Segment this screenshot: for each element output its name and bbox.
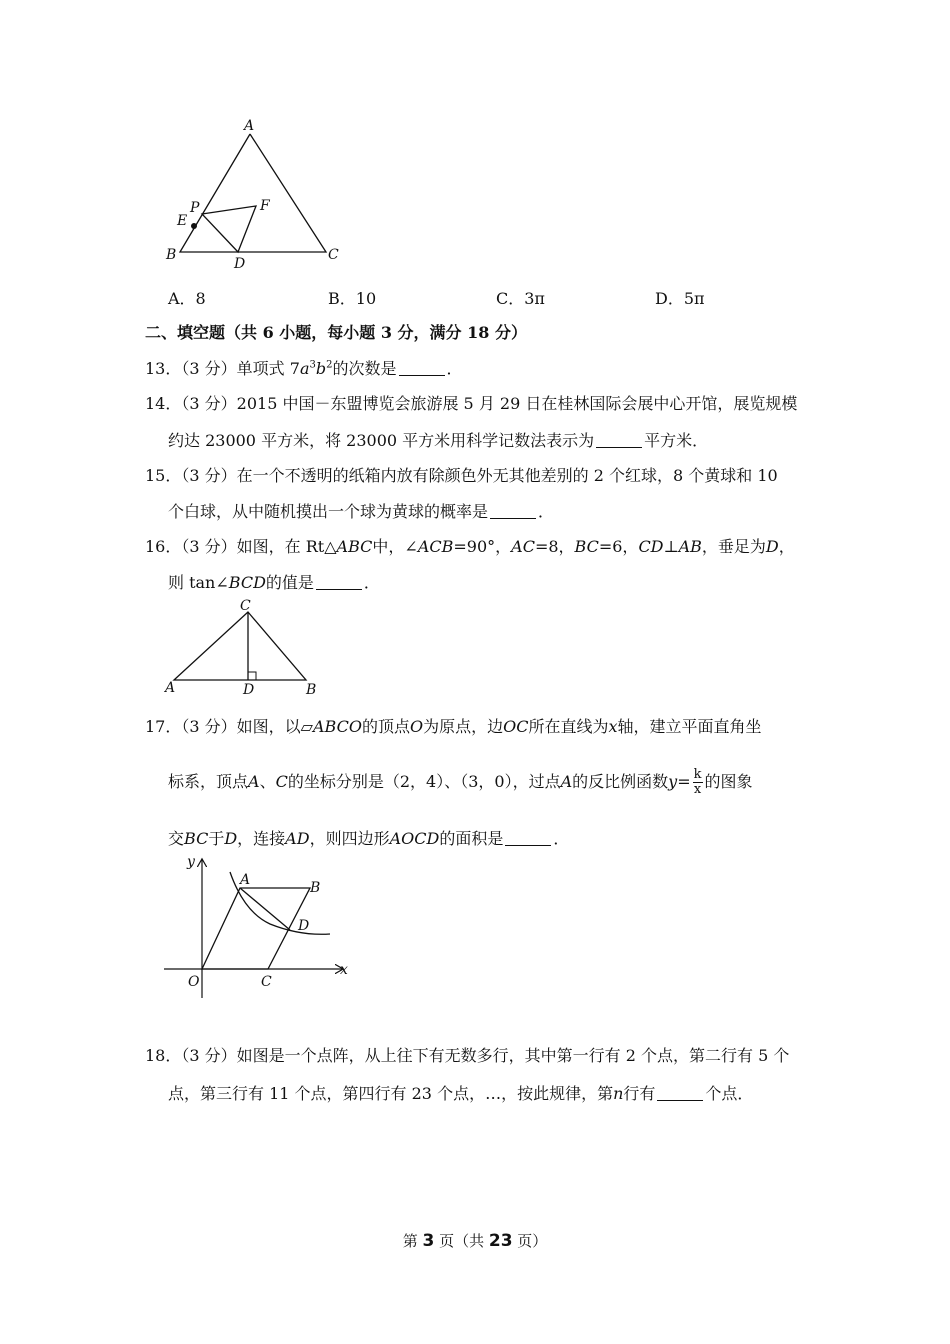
q14-text-2: 约达 23000 平方米，将 23000 平方米用科学记数法表示为 (168, 431, 595, 450)
q17-l2-5: 的图象 (704, 772, 753, 791)
q16-number: 16． (145, 537, 182, 556)
label-b-16: B (306, 682, 317, 698)
answer-blank-17[interactable] (505, 831, 551, 846)
question-17-line-2 (168, 768, 753, 797)
q16-t5: =6， (598, 537, 639, 556)
q16-t1: 如图，在 Rt△ (236, 537, 337, 556)
right-angle-mark (248, 672, 256, 680)
q16-l2-pre: 则 tan∠ (168, 573, 229, 592)
q16-t8: ， (778, 537, 795, 556)
q17-ad: AD (285, 829, 310, 848)
right-triangle-figure (160, 598, 330, 698)
label-b: B (166, 247, 177, 263)
footer-post: 页） (512, 1232, 548, 1250)
q17-t2: 的顶点 (361, 717, 410, 736)
question-16-line-1 (145, 534, 795, 557)
q17-l3-3: ，连接 (237, 829, 286, 848)
label-f: F (260, 198, 270, 214)
triangle-abc-16 (174, 612, 306, 680)
q13-number: 13． (145, 359, 182, 378)
q15-text-1: 在一个不透明的纸箱内放有除颜色外无其他差别的 2 个红球，8 个黄球和 10 (236, 466, 778, 485)
q17-l3-5: 的面积是 (439, 829, 504, 848)
label-o: O (188, 974, 200, 990)
q16-score: （3 分） (181, 537, 237, 556)
footer-mid: 页（共 (434, 1232, 489, 1250)
q17-l2-3: 的坐标分别是（2，4）、（3，0），过点 (287, 772, 561, 791)
q17-a2: A (560, 772, 573, 791)
q16-t7: ，垂足为 (701, 537, 766, 556)
triangle-abc (180, 134, 326, 252)
question-18-line-1 (145, 1043, 789, 1066)
q14-text-3: 平方米． (644, 431, 709, 450)
q18-l2-pre: 点，第三行有 11 个点，第四行有 23 个点，…，按此规律，第 (168, 1084, 614, 1103)
q17-l3-4: ，则四边形 (309, 829, 390, 848)
option-d: D．5π (655, 289, 705, 308)
q13-end: ． (446, 359, 463, 378)
option-c: C．3π (496, 289, 545, 308)
q16-t6: ⊥ (663, 537, 679, 556)
triangle-figure (160, 118, 350, 273)
page-number: 3 (422, 1231, 435, 1251)
q14-score: （3 分） (181, 394, 237, 413)
answer-blank-13[interactable] (399, 361, 445, 376)
section-title: 二、填空题（共 6 小题，每小题 3 分，满分 18 分） (145, 323, 527, 342)
option-b: B．10 (328, 289, 377, 308)
triangle-pfd (202, 206, 256, 252)
q13-exp-a: 3 (309, 359, 316, 371)
option-a: A．8 (168, 289, 206, 308)
label-b-17: B (310, 880, 321, 896)
q17-l2-4: 的反比例函数 (572, 772, 669, 791)
question-17-line-3 (168, 826, 569, 849)
answer-blank-14[interactable] (596, 433, 642, 448)
q17-number: 17． (145, 717, 182, 736)
label-c-16: C (240, 598, 251, 614)
q17-x: x (608, 717, 618, 736)
fraction-denominator: x (693, 782, 702, 797)
label-a-17: A (240, 872, 251, 888)
q17-t4: 所在直线为 (528, 717, 609, 736)
question-14-line-2 (168, 428, 708, 451)
q17-score: （3 分） (181, 717, 237, 736)
question-15-line-2 (168, 499, 554, 522)
q13-post: 的次数是 (332, 359, 397, 378)
q16-t4: =8， (534, 537, 575, 556)
q17-l3-2: 于 (208, 829, 225, 848)
q18-text-1: 如图是一个点阵，从上往下有无数多行，其中第一行有 2 个点，第二行有 5 个 (236, 1046, 790, 1065)
q18-n: n (613, 1084, 624, 1103)
q16-ab: AB (678, 537, 702, 556)
q16-ac: AC (511, 537, 535, 556)
q16-abc: ABC (336, 537, 373, 556)
q15-score: （3 分） (181, 466, 237, 485)
q13-var-b: b (315, 359, 327, 378)
label-d: D (234, 256, 246, 272)
q18-number: 18． (145, 1046, 182, 1065)
label-a: A (244, 118, 255, 134)
q17-d: D (224, 829, 238, 848)
q17-a: A (248, 772, 260, 791)
q18-l2-post: 个点． (705, 1084, 754, 1103)
q17-l2-2: 、 (259, 772, 276, 791)
q16-acb: ACB (417, 537, 454, 556)
label-d-16: D (243, 682, 255, 698)
q16-bc: BC (574, 537, 599, 556)
q17-y: y (668, 772, 678, 791)
q17-l3-1: 交 (168, 829, 185, 848)
q17-l2-1: 标系，顶点 (168, 772, 249, 791)
q17-t3: 为原点，边 (423, 717, 504, 736)
segment-ad (240, 888, 290, 930)
q13-exp-b: 2 (326, 359, 333, 371)
q17-t5: 轴，建立平面直角坐 (617, 717, 762, 736)
q17-l3-end: ． (553, 829, 570, 848)
parallelogram-abco (202, 888, 310, 969)
page-total: 23 (488, 1231, 513, 1251)
q13-score: （3 分） (181, 359, 237, 378)
label-c-17: C (261, 974, 272, 990)
question-13 (145, 356, 463, 379)
q16-bcd: BCD (228, 573, 266, 592)
label-x: x (340, 962, 348, 978)
q16-l2-post: 的值是 (265, 573, 314, 592)
q15-number: 15． (145, 466, 182, 485)
label-p: P (190, 200, 200, 216)
question-16-line-2 (168, 570, 380, 593)
question-14-line-1 (145, 391, 797, 414)
q17-eq: = (677, 772, 691, 791)
label-c: C (328, 247, 339, 263)
answer-blank-15[interactable] (490, 504, 536, 519)
q16-t3: =90°， (453, 537, 512, 556)
q15-text-3: ． (538, 502, 555, 521)
coordinate-figure (160, 850, 360, 1010)
q17-oc: OC (503, 717, 529, 736)
q16-cd: CD (638, 537, 664, 556)
label-d-17: D (298, 918, 310, 934)
q17-c: C (275, 772, 288, 791)
answer-blank-16[interactable] (316, 575, 362, 590)
q15-text-2: 个白球，从中随机摸出一个球为黄球的概率是 (168, 502, 489, 521)
q17-t1: 如图，以▱ (236, 717, 313, 736)
question-17-line-1 (145, 714, 762, 737)
q18-l2-mid: 行有 (623, 1084, 656, 1103)
q17-o: O (409, 717, 424, 736)
question-18-line-2 (168, 1081, 753, 1104)
question-15-line-1 (145, 463, 778, 486)
q18-score: （3 分） (181, 1046, 237, 1065)
label-e: E (177, 213, 188, 229)
q16-l2-end: ． (363, 573, 380, 592)
q16-d: D (765, 537, 779, 556)
q16-t2: 中，∠ (372, 537, 418, 556)
label-a-16: A (165, 680, 176, 696)
fraction-numerator: k (693, 767, 702, 782)
label-y: y (187, 854, 195, 870)
answer-blank-18[interactable] (657, 1086, 703, 1101)
page-footer (0, 1230, 950, 1251)
q17-bc: BC (184, 829, 209, 848)
point-e (191, 223, 197, 229)
q13-var-a: a (299, 359, 310, 378)
q17-abco: ABCO (312, 717, 362, 736)
q17-aocd: AOCD (389, 829, 440, 848)
fraction-k-over-x (693, 768, 703, 797)
q13-pre: 单项式 7 (236, 359, 300, 378)
q14-number: 14． (145, 394, 182, 413)
footer-pre: 第 (402, 1232, 423, 1250)
q14-text-1: 2015 中国－东盟博览会旅游展 5 月 29 日在桂林国际会展中心开馆，展览规模 (236, 394, 798, 413)
